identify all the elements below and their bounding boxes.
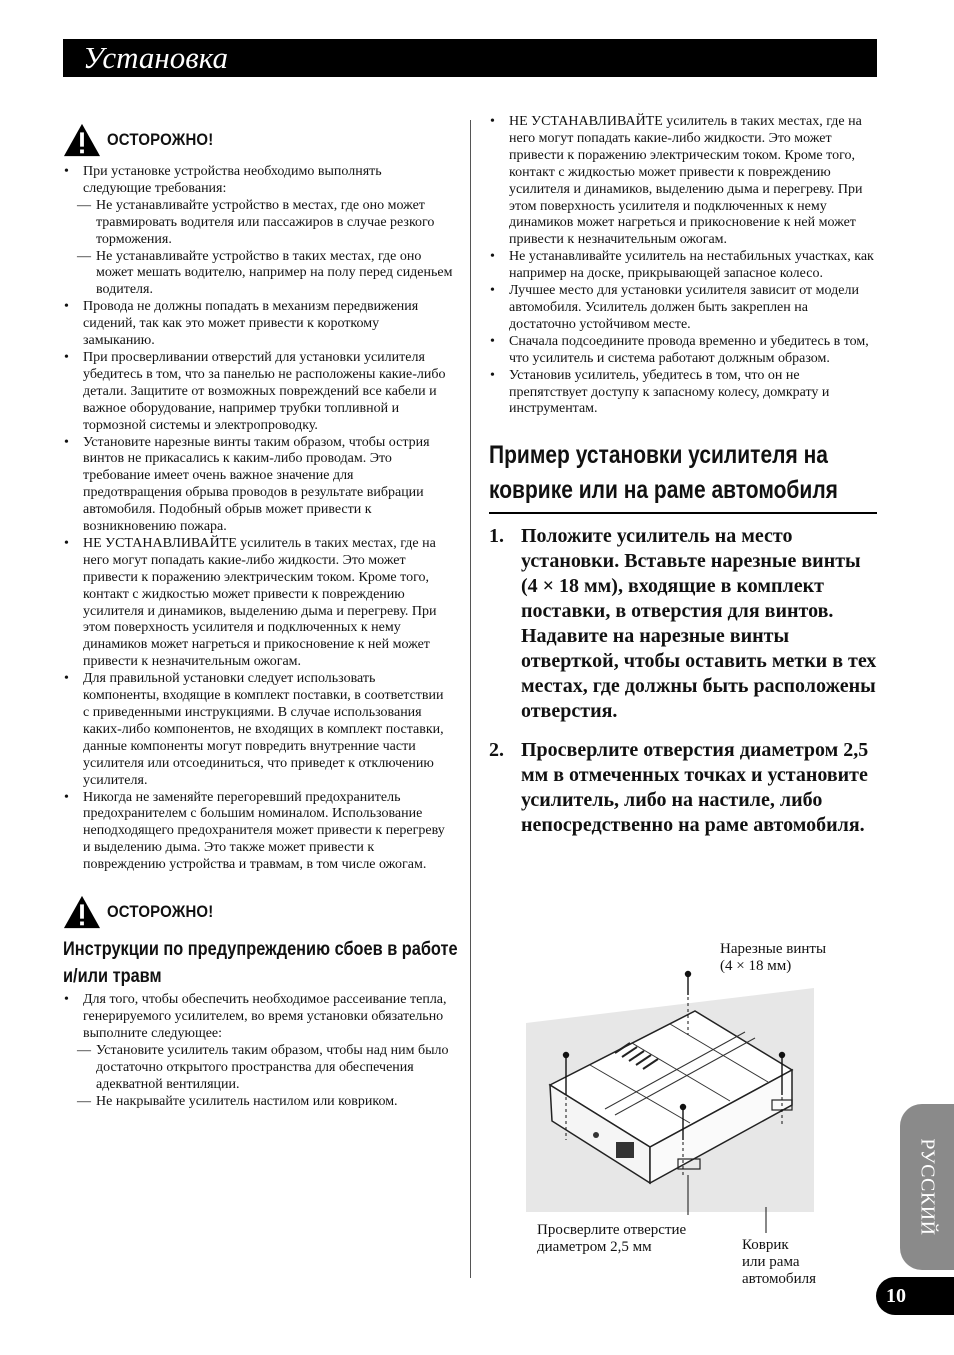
step-number: 1. <box>489 525 504 548</box>
step-2 <box>489 738 877 838</box>
step-number: 2. <box>489 739 504 762</box>
list-item: — Не устанавливайте устройство в таких местах, где оно может мешать водителю, например на полу перед сиденьем водителя. <box>77 248 453 298</box>
caution-block-1 <box>63 120 453 160</box>
caution-subheading: Инструкции по предупреждению сбоев в работе и/или травм <box>63 939 458 988</box>
caution-list-continued <box>489 114 877 418</box>
caution-list-2 <box>63 992 453 1110</box>
caution-list-1 <box>63 164 453 874</box>
screws-caption: Нарезные винты (4 × 18 мм) <box>720 941 827 974</box>
step-text: Положите усилитель на место установки. Вставьте нарезные винты (4 × 18 мм), входящие в комплект поставки, в отверстия для винтов. Надавите на нарезные винты отверткой, чтобы оставить метки в тех местах, где должны быть расположены отверстия. <box>521 525 877 723</box>
sub-list <box>63 1043 453 1111</box>
list-item: • Никогда не заменяйте перегоревший предохранитель предохранителем с большим номиналом. Использование неподходящего предохранителя может привести к перегреву и выделению дыма. Это также может привести к повреждению устройства и травмам, в том числе ожогам. <box>63 790 453 875</box>
language-tab-label: РУССКИЙ <box>916 1138 939 1236</box>
list-item: • НЕ УСТАНАВЛИВАЙТЕ усилитель в таких местах, где на него могут попадать какие-либо жидкости. Это может привести к поражению электрическим током. Кроме того, контакт с жидкостью может привести к повреждению усилителя и динамиков, выделению дыма и перегреву. При этом поверхность усилителя и подключенных к нему динамиков может нагреться и прикосновение к ней может привести к незначительным ожогам. <box>489 114 877 249</box>
list-item: • Установив усилитель, убедитесь в том, что он не препятствует доступу к запасному колесу, домкрату и инструментам. <box>489 368 877 419</box>
list-item: — Не накрывайте усилитель настилом или ковриком. <box>77 1093 398 1109</box>
list-item: • НЕ УСТАНАВЛИВАЙТЕ усилитель в таких местах, где на него могут попадать какие-либо жидкости. Это может привести к поражению электрическим током. Кроме того, контакт с жидкостью может привести к повреждению усилителя и динамиков, выделению дыма и перегреву. При этом поверхность усилителя и подключенных к нему динамиков может нагреться и прикосновение к ней может привести к незначительным ожогам. <box>63 536 453 671</box>
list-item: • Не устанавливайте усилитель на нестабильных участках, как например на доске, прикрывающей запасное колесо. <box>489 249 877 283</box>
column-divider <box>470 120 471 1278</box>
list-item: • Для правильной установки следует использовать компоненты, входящие в комплект поставки, в соответствии с приведенными инструкциями. В случае использования каких-либо компонентов, не входящих в комплект поставки, данные компоненты могут повредить внутренние части усилителя или отсоединиться, что приведет к отключению усилителя. <box>63 671 453 789</box>
left-column <box>63 120 458 1110</box>
list-item: • При установке устройства необходимо выполнять следующие требования: — Не устанавливайте устройство в местах, где оно может травмировать водителя или пассажиров в случае резкого торможения. — Не устанавливайте устройство в таких местах, где оно может мешать водителю, например на полу перед сиденьем водителя. <box>63 164 453 299</box>
caution-block-2 <box>63 892 453 932</box>
warning-triangle-icon <box>63 122 101 158</box>
list-item: • Сначала подсоедините провода временно и убедитесь в том, что усилитель и система работают должным образом. <box>489 334 877 368</box>
mat-caption: Коврик или рама автомобиля <box>742 1237 816 1287</box>
list-item: • Установите нарезные винты таким образом, чтобы острия винтов не прикасались к каким-либо проводам. Это требование имеет очень важное значение для предотвращения обрыва проводов в результате вибрации автомобиля. Подобный обрыв может привести к возникновению пожара. <box>63 435 453 536</box>
list-item: — Установите усилитель таким образом, чтобы над ним было достаточно открытого пространства для обеспечения адекватной вентиляции. <box>77 1042 449 1092</box>
step-text: Просверлите отверстия диаметром 2,5 мм в отмеченных точках и установите усилитель, либо на настиле, либо непосредственно на раме автомобиля. <box>521 739 869 837</box>
caution-label: ОСТОРОЖНО! <box>107 902 214 922</box>
section-title: Пример установки усилителя на коврике или на раме автомобиля <box>489 441 838 505</box>
language-tab <box>900 1104 954 1270</box>
page-header-bar <box>63 39 877 77</box>
section-rule <box>489 512 877 514</box>
warning-triangle-icon <box>63 894 101 930</box>
step-1 <box>489 524 877 724</box>
list-item: • При просверливании отверстий для установки усилителя убедитесь в том, что за панелью не расположены какие-либо детали. Защитите от возможных повреждений все кабели и важное оборудование, например трубки топливной и тормозной системы и электропроводку. <box>63 350 453 435</box>
page-number: 10 <box>886 1285 906 1307</box>
caution-label: ОСТОРОЖНО! <box>107 130 214 149</box>
list-item: • Для того, чтобы обеспечить необходимое рассеивание тепла, генерируемого усилителем, во время установки обязательно выполните следующее: — Установите усилитель таким образом, чтобы над ним было достаточно открытого пространства для обеспечения адекватной вентиляции. — Не накрывайте усилитель настилом или ковриком. <box>63 992 453 1110</box>
list-item: — Не устанавливайте устройство в местах, где оно может травмировать водителя или пассажиров в случае резкого торможения. <box>77 197 435 247</box>
page-number-badge <box>876 1277 954 1315</box>
drill-caption: Просверлите отверстие диаметром 2,5 мм <box>537 1222 687 1255</box>
page-title: Установка <box>83 40 228 75</box>
list-item: • Провода не должны попадать в механизм передвижения сидений, так как это может привести к короткому замыканию. <box>63 299 453 350</box>
amplifier-installation-figure <box>520 935 880 1295</box>
list-item: • Лучшее место для установки усилителя зависит от модели автомобиля. Усилитель должен быть закреплен на достаточно устойчивом месте. <box>489 283 877 334</box>
right-column <box>489 114 877 852</box>
sub-list <box>63 198 453 299</box>
